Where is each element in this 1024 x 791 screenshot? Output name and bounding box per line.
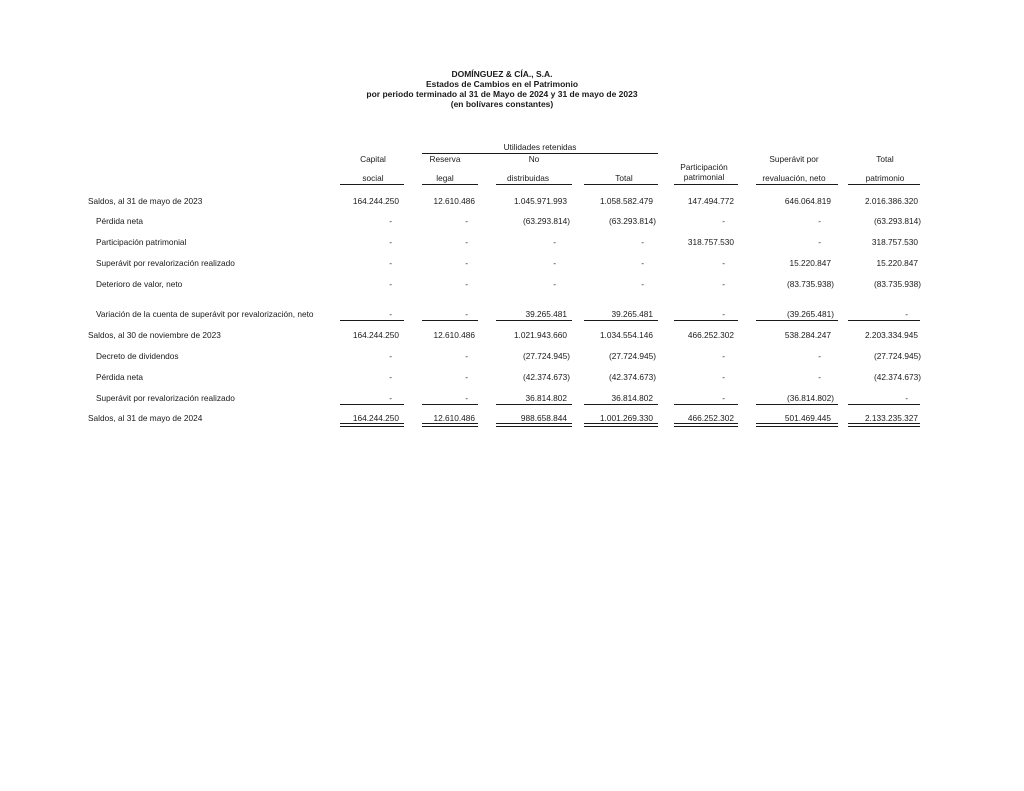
total-double-rule: [496, 423, 572, 427]
cell-capital: -: [389, 309, 392, 319]
header-total-retenidas: Total: [615, 173, 633, 183]
cell-participacion: -: [722, 351, 725, 361]
subtotal-rule: [674, 404, 738, 405]
header-rule: [584, 184, 658, 185]
subtotal-rule: [756, 320, 838, 321]
cell-total-retenidas: 1.034.554.146: [599, 330, 653, 340]
cell-no-distribuidas: (27.724.945): [522, 351, 570, 361]
subtotal-rule: [848, 404, 920, 405]
cell-total-retenidas: (63.293.814): [608, 216, 656, 226]
cell-capital: -: [389, 258, 392, 268]
cell-superavit: -: [818, 372, 821, 382]
cell-no-distribuidas: -: [553, 279, 556, 289]
cell-no-distribuidas: 39.265.481: [525, 309, 567, 319]
cell-total-patrimonio: (27.724.945): [873, 351, 921, 361]
subtotal-rule: [848, 320, 920, 321]
row-label: Decreto de dividendos: [96, 351, 179, 361]
total-double-rule: [674, 423, 738, 427]
cell-no-distribuidas: -: [553, 258, 556, 268]
cell-total-retenidas: 1.001.269.330: [599, 413, 653, 423]
header-patrimonio: patrimonio: [865, 173, 905, 183]
row-label: Superávit por revalorización realizado: [96, 258, 235, 268]
cell-superavit: 538.284.247: [784, 330, 831, 340]
cell-reserva: 12.610.486: [433, 196, 475, 206]
cell-total-retenidas: -: [641, 258, 644, 268]
header-rule: [496, 184, 572, 185]
cell-reserva: 12.610.486: [433, 330, 475, 340]
cell-reserva: -: [465, 237, 468, 247]
cell-superavit: -: [818, 237, 821, 247]
subtotal-rule: [340, 320, 404, 321]
cell-total-patrimonio: (63.293.814): [873, 216, 921, 226]
row-label: Saldos, al 30 de noviembre de 2023: [88, 330, 221, 340]
cell-superavit: (39.265.481): [786, 309, 834, 319]
cell-no-distribuidas: 1.021.943.660: [513, 330, 567, 340]
cell-total-patrimonio: (42.374.673): [873, 372, 921, 382]
cell-no-distribuidas: (63.293.814): [522, 216, 570, 226]
subtotal-rule: [422, 320, 478, 321]
cell-participacion: -: [722, 393, 725, 403]
cell-total-retenidas: (27.724.945): [608, 351, 656, 361]
cell-capital: 164.244.250: [352, 413, 399, 423]
cell-capital: 164.244.250: [352, 330, 399, 340]
cell-participacion: -: [722, 372, 725, 382]
cell-superavit: -: [818, 351, 821, 361]
row-label: Deterioro de valor, neto: [96, 279, 183, 289]
header-utilidades-retenidas: Utilidades retenidas: [503, 142, 577, 152]
header-superavit: Superávit por: [769, 154, 819, 164]
cell-superavit: (36.814.802): [786, 393, 834, 403]
cell-superavit: 15.220.847: [789, 258, 831, 268]
cell-participacion: 318.757.530: [687, 237, 734, 247]
header-total-patrimonio: Total: [876, 154, 894, 164]
cell-total-patrimonio: 2.203.334.945: [864, 330, 918, 340]
company-name: DOMÍNGUEZ & CÍA., S.A.: [451, 69, 553, 79]
header-revaluacion: revaluación, neto: [762, 173, 826, 183]
total-double-rule: [584, 423, 658, 427]
cell-superavit: (83.735.938): [786, 279, 834, 289]
cell-capital: -: [389, 237, 392, 247]
header-patrimonial: patrimonial: [683, 172, 725, 182]
row-label: Variación de la cuenta de superávit por revalorización, neto: [96, 309, 314, 319]
cell-total-retenidas: 1.058.582.479: [599, 196, 653, 206]
cell-capital: -: [389, 372, 392, 382]
statement-name: Estados de Cambios en el Patrimonio: [425, 79, 579, 89]
row-label: Saldos, al 31 de mayo de 2024: [88, 413, 203, 423]
statement-title-block: [0, 69, 1004, 109]
subtotal-rule: [674, 320, 738, 321]
header-legal: legal: [436, 173, 454, 183]
header-participacion: Participación: [680, 162, 728, 172]
subtotal-rule: [584, 320, 658, 321]
cell-total-patrimonio: 318.757.530: [871, 237, 918, 247]
cell-participacion: 466.252.302: [687, 413, 734, 423]
cell-total-patrimonio: (83.735.938): [873, 279, 921, 289]
header-rule: [674, 184, 738, 185]
cell-no-distribuidas: 36.814.802: [525, 393, 567, 403]
header-rule: [756, 184, 838, 185]
cell-reserva: -: [465, 258, 468, 268]
subtotal-rule: [422, 404, 478, 405]
cell-reserva: -: [465, 351, 468, 361]
cell-total-patrimonio: 2.016.386.320: [864, 196, 918, 206]
cell-total-retenidas: 39.265.481: [611, 309, 653, 319]
total-double-rule: [340, 423, 404, 427]
cell-superavit: 501.469.445: [784, 413, 831, 423]
subtotal-rule: [496, 320, 572, 321]
subtotal-rule: [340, 404, 404, 405]
cell-no-distribuidas: 988.658.844: [520, 413, 567, 423]
row-label: Saldos, al 31 de mayo de 2023: [88, 196, 203, 206]
total-double-rule: [848, 423, 920, 427]
cell-no-distribuidas: -: [553, 237, 556, 247]
row-label: Participación patrimonial: [96, 237, 187, 247]
cell-total-retenidas: 36.814.802: [611, 393, 653, 403]
cell-total-patrimonio: -: [905, 393, 908, 403]
subtotal-rule: [584, 404, 658, 405]
cell-no-distribuidas: (42.374.673): [522, 372, 570, 382]
cell-reserva: -: [465, 372, 468, 382]
header-reserva: Reserva: [429, 154, 461, 164]
header-distribuidas: distribuidas: [507, 173, 549, 183]
total-double-rule: [756, 423, 838, 427]
cell-superavit: 646.064.819: [784, 196, 831, 206]
cell-reserva: -: [465, 216, 468, 226]
cell-no-distribuidas: 1.045.971.993: [513, 196, 567, 206]
cell-total-retenidas: -: [641, 237, 644, 247]
cell-participacion: 466.252.302: [687, 330, 734, 340]
header-rule: [340, 184, 404, 185]
cell-capital: 164.244.250: [352, 196, 399, 206]
cell-capital: -: [389, 351, 392, 361]
cell-participacion: -: [722, 309, 725, 319]
statement-units: (en bolívares constantes): [450, 99, 554, 109]
row-label: Superávit por revalorización realizado: [96, 393, 235, 403]
cell-total-patrimonio: 2.133.235.327: [864, 413, 918, 423]
cell-participacion: -: [722, 258, 725, 268]
subtotal-rule: [496, 404, 572, 405]
cell-total-retenidas: (42.374.673): [608, 372, 656, 382]
subtotal-rule: [756, 404, 838, 405]
cell-total-retenidas: -: [641, 279, 644, 289]
header-no: No: [528, 154, 540, 164]
cell-total-patrimonio: 15.220.847: [876, 258, 918, 268]
cell-capital: -: [389, 279, 392, 289]
cell-participacion: 147.494.772: [687, 196, 734, 206]
cell-participacion: -: [722, 216, 725, 226]
cell-reserva: -: [465, 279, 468, 289]
cell-capital: -: [389, 216, 392, 226]
header-rule: [848, 184, 920, 185]
header-social: social: [362, 173, 384, 183]
cell-reserva: -: [465, 393, 468, 403]
header-rule: [422, 184, 478, 185]
cell-superavit: -: [818, 216, 821, 226]
cell-reserva: 12.610.486: [433, 413, 475, 423]
header-capital: Capital: [360, 154, 386, 164]
statement-period: por periodo terminado al 31 de Mayo de 2024 y 31 de mayo de 2023: [366, 89, 638, 99]
cell-reserva: -: [465, 309, 468, 319]
total-double-rule: [422, 423, 478, 427]
cell-total-patrimonio: -: [905, 309, 908, 319]
row-label: Pérdida neta: [96, 216, 144, 226]
cell-participacion: -: [722, 279, 725, 289]
row-label: Pérdida neta: [96, 372, 144, 382]
cell-capital: -: [389, 393, 392, 403]
